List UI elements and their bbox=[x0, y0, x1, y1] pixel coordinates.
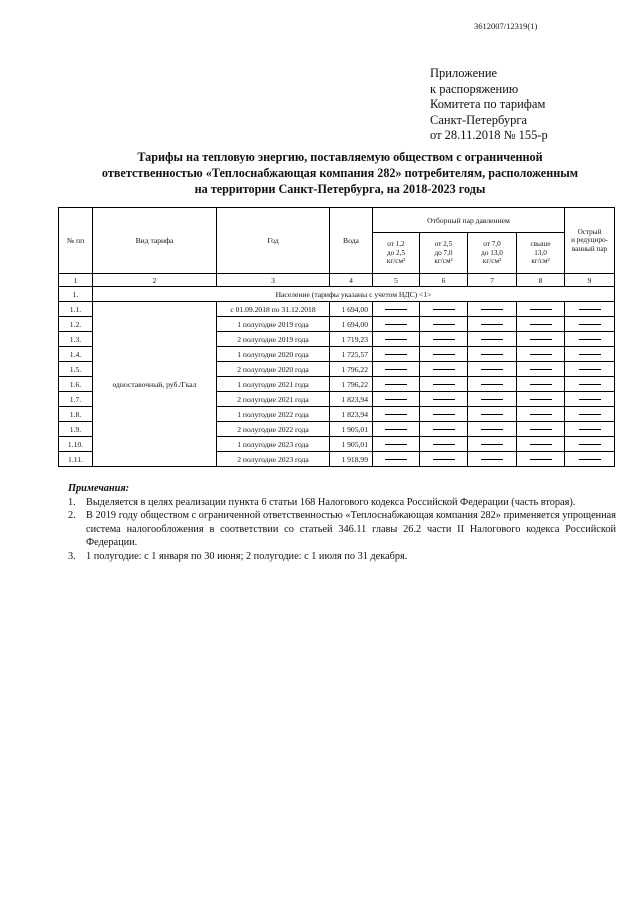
note-text: В 2019 году обществом с ограниченной ответственностью «Теплоснабжающая компания 282» применяется упрощенная система налогообложения в соответствии со статьей 346.11 главы 26.2 части II Налогового кодекса Российской Федерации. bbox=[86, 510, 616, 549]
dash-mark bbox=[385, 369, 407, 370]
dash-mark bbox=[385, 324, 407, 325]
empty-value-cell bbox=[468, 437, 517, 452]
empty-value-cell bbox=[517, 392, 565, 407]
dash-mark bbox=[530, 369, 552, 370]
row-num: 1.5. bbox=[59, 362, 93, 377]
header-water: Вода bbox=[330, 208, 373, 274]
empty-value-cell bbox=[468, 377, 517, 392]
dash-mark bbox=[481, 444, 503, 445]
empty-value-cell bbox=[420, 422, 468, 437]
appendix-line: Комитета по тарифам bbox=[430, 97, 546, 112]
dash-mark bbox=[579, 444, 601, 445]
empty-value-cell bbox=[420, 392, 468, 407]
empty-value-cell bbox=[420, 437, 468, 452]
empty-value-cell bbox=[373, 392, 420, 407]
empty-value-cell bbox=[468, 302, 517, 317]
row-num: 1.10. bbox=[59, 437, 93, 452]
dash-mark bbox=[530, 444, 552, 445]
note-number: 1. bbox=[68, 496, 76, 508]
empty-value-cell bbox=[420, 332, 468, 347]
appendix-line: Приложение bbox=[430, 66, 498, 80]
empty-value-cell bbox=[517, 317, 565, 332]
empty-value-cell bbox=[373, 347, 420, 362]
dash-mark bbox=[579, 429, 601, 430]
row-water-tariff: 1 796,22 bbox=[330, 377, 373, 392]
empty-value-cell bbox=[517, 302, 565, 317]
dash-mark bbox=[481, 339, 503, 340]
document-number: 3612007/12319(1) bbox=[474, 21, 538, 31]
table-body bbox=[59, 302, 615, 467]
empty-value-cell bbox=[517, 332, 565, 347]
dash-mark bbox=[433, 444, 455, 445]
row-num: 1.1. bbox=[59, 302, 93, 317]
dash-mark bbox=[481, 324, 503, 325]
empty-value-cell bbox=[373, 452, 420, 467]
note-item bbox=[68, 509, 616, 550]
header-pressure-3: от 7,0 до 13,0 кг/см² bbox=[468, 233, 517, 274]
header-sharp-steam: Острый и редуциро- ванный пар bbox=[565, 208, 615, 274]
note-number: 2. bbox=[68, 510, 76, 522]
row-period: 1 полугодие 2020 года bbox=[217, 347, 330, 362]
empty-value-cell bbox=[373, 407, 420, 422]
header-pressure-4: свыше 13,0 кг/см² bbox=[517, 233, 565, 274]
row-water-tariff: 1 905,01 bbox=[330, 422, 373, 437]
empty-value-cell bbox=[420, 377, 468, 392]
empty-value-cell bbox=[565, 437, 615, 452]
appendix-line: Санкт-Петербурга bbox=[430, 112, 528, 127]
dash-mark bbox=[433, 309, 455, 310]
dash-mark bbox=[530, 324, 552, 325]
empty-value-cell bbox=[468, 422, 517, 437]
table-row bbox=[59, 302, 615, 317]
dash-mark bbox=[530, 354, 552, 355]
section-label: Население (тарифы указаны с учетом НДС) <1> bbox=[93, 287, 615, 302]
empty-value-cell bbox=[373, 377, 420, 392]
dash-mark bbox=[579, 324, 601, 325]
column-number-row bbox=[59, 274, 615, 287]
title-line: на территории Санкт-Петербурга, на 2018-2023 годы bbox=[194, 181, 486, 196]
row-water-tariff: 1 823,94 bbox=[330, 392, 373, 407]
empty-value-cell bbox=[565, 407, 615, 422]
dash-mark bbox=[433, 459, 455, 460]
empty-value-cell bbox=[517, 437, 565, 452]
dash-mark bbox=[385, 399, 407, 400]
dash-mark bbox=[433, 399, 455, 400]
dash-mark bbox=[385, 384, 407, 385]
empty-value-cell bbox=[565, 332, 615, 347]
header-year: Год bbox=[217, 208, 330, 274]
table-header-row bbox=[59, 208, 615, 233]
empty-value-cell bbox=[420, 347, 468, 362]
empty-value-cell bbox=[373, 302, 420, 317]
dash-mark bbox=[481, 369, 503, 370]
column-number: 2 bbox=[93, 274, 217, 287]
header-steam-group: Отборный пар давлением bbox=[373, 208, 565, 233]
header-pressure-1: от 1,2 до 2,5 кг/см² bbox=[373, 233, 420, 274]
dash-mark bbox=[481, 309, 503, 310]
empty-value-cell bbox=[565, 317, 615, 332]
tariff-table bbox=[58, 207, 615, 467]
dash-mark bbox=[579, 384, 601, 385]
dash-mark bbox=[433, 414, 455, 415]
appendix-line: от 28.11.2018 № 155-р bbox=[430, 128, 548, 143]
dash-mark bbox=[579, 354, 601, 355]
empty-value-cell bbox=[468, 407, 517, 422]
empty-value-cell bbox=[565, 302, 615, 317]
dash-mark bbox=[433, 354, 455, 355]
header-pressure-2: от 2,5 до 7,0 кг/см² bbox=[420, 233, 468, 274]
dash-mark bbox=[530, 429, 552, 430]
empty-value-cell bbox=[373, 317, 420, 332]
title-line: ответственностью «Теплоснабжающая компания 282» потребителям, расположенным bbox=[101, 165, 579, 180]
header-num: № пп bbox=[59, 208, 93, 274]
empty-value-cell bbox=[517, 377, 565, 392]
row-water-tariff: 1 694,00 bbox=[330, 317, 373, 332]
note-text: Выделяется в целях реализации пункта 6 статьи 168 Налогового кодекса Российской Федерации (часть вторая). bbox=[86, 496, 576, 508]
dash-mark bbox=[385, 444, 407, 445]
column-number: 1 bbox=[59, 274, 93, 287]
empty-value-cell bbox=[468, 452, 517, 467]
dash-mark bbox=[385, 309, 407, 310]
dash-mark bbox=[481, 429, 503, 430]
note-item bbox=[68, 550, 616, 564]
empty-value-cell bbox=[468, 347, 517, 362]
empty-value-cell bbox=[517, 347, 565, 362]
row-period: 2 полугодие 2021 года bbox=[217, 392, 330, 407]
empty-value-cell bbox=[565, 347, 615, 362]
empty-value-cell bbox=[517, 362, 565, 377]
row-period: 2 полугодие 2023 года bbox=[217, 452, 330, 467]
empty-value-cell bbox=[565, 362, 615, 377]
dash-mark bbox=[481, 354, 503, 355]
empty-value-cell bbox=[517, 407, 565, 422]
dash-mark bbox=[579, 399, 601, 400]
row-water-tariff: 1 694,00 bbox=[330, 302, 373, 317]
dash-mark bbox=[481, 414, 503, 415]
empty-value-cell bbox=[517, 452, 565, 467]
row-period: 1 полугодие 2023 года bbox=[217, 437, 330, 452]
note-item bbox=[68, 496, 616, 510]
column-number: 3 bbox=[217, 274, 330, 287]
dash-mark bbox=[385, 354, 407, 355]
dash-mark bbox=[433, 369, 455, 370]
empty-value-cell bbox=[565, 392, 615, 407]
appendix-block bbox=[430, 66, 548, 144]
empty-value-cell bbox=[420, 362, 468, 377]
column-number: 6 bbox=[420, 274, 468, 287]
section-num: 1. bbox=[59, 287, 93, 302]
dash-mark bbox=[579, 309, 601, 310]
dash-mark bbox=[433, 384, 455, 385]
column-number: 5 bbox=[373, 274, 420, 287]
row-period: 1 полугодие 2021 года bbox=[217, 377, 330, 392]
empty-value-cell bbox=[420, 407, 468, 422]
tariff-type-cell: одноставочный, руб./Гкал bbox=[93, 302, 217, 467]
row-period: 1 полугодие 2019 года bbox=[217, 317, 330, 332]
dash-mark bbox=[481, 384, 503, 385]
empty-value-cell bbox=[565, 422, 615, 437]
row-water-tariff: 1 725,57 bbox=[330, 347, 373, 362]
note-number: 3. bbox=[68, 550, 76, 562]
empty-value-cell bbox=[468, 332, 517, 347]
row-period: 2 полугодие 2022 года bbox=[217, 422, 330, 437]
note-text: 1 полугодие: с 1 января по 30 июня; 2 полугодие: с 1 июля по 31 декабря. bbox=[86, 550, 408, 562]
row-num: 1.7. bbox=[59, 392, 93, 407]
empty-value-cell bbox=[468, 317, 517, 332]
empty-value-cell bbox=[565, 452, 615, 467]
row-period: 1 полугодие 2022 года bbox=[217, 407, 330, 422]
row-water-tariff: 1 823,94 bbox=[330, 407, 373, 422]
dash-mark bbox=[579, 339, 601, 340]
dash-mark bbox=[385, 414, 407, 415]
empty-value-cell bbox=[373, 437, 420, 452]
title-line: Тарифы на тепловую энергию, поставляемую обществом с ограниченной bbox=[137, 150, 543, 164]
dash-mark bbox=[530, 399, 552, 400]
dash-mark bbox=[481, 399, 503, 400]
row-num: 1.11. bbox=[59, 452, 93, 467]
section-row bbox=[59, 287, 615, 302]
dash-mark bbox=[433, 324, 455, 325]
row-num: 1.2. bbox=[59, 317, 93, 332]
document-title bbox=[40, 150, 640, 197]
notes-block bbox=[68, 482, 616, 564]
row-period: 2 полугодие 2019 года bbox=[217, 332, 330, 347]
empty-value-cell bbox=[373, 332, 420, 347]
dash-mark bbox=[385, 429, 407, 430]
empty-value-cell bbox=[468, 362, 517, 377]
row-water-tariff: 1 719,23 bbox=[330, 332, 373, 347]
row-num: 1.4. bbox=[59, 347, 93, 362]
dash-mark bbox=[530, 414, 552, 415]
dash-mark bbox=[579, 369, 601, 370]
column-number: 8 bbox=[517, 274, 565, 287]
notes-title: Примечания: bbox=[68, 483, 130, 494]
empty-value-cell bbox=[517, 422, 565, 437]
empty-value-cell bbox=[373, 362, 420, 377]
dash-mark bbox=[433, 429, 455, 430]
row-period: 2 полугодие 2020 года bbox=[217, 362, 330, 377]
header-tariff-type: Вид тарифа bbox=[93, 208, 217, 274]
column-number: 9 bbox=[565, 274, 615, 287]
appendix-line: к распоряжению bbox=[430, 81, 519, 96]
dash-mark bbox=[530, 309, 552, 310]
column-number: 7 bbox=[468, 274, 517, 287]
dash-mark bbox=[579, 459, 601, 460]
dash-mark bbox=[481, 459, 503, 460]
row-num: 1.6. bbox=[59, 377, 93, 392]
dash-mark bbox=[530, 339, 552, 340]
dash-mark bbox=[385, 459, 407, 460]
row-num: 1.9. bbox=[59, 422, 93, 437]
dash-mark bbox=[579, 414, 601, 415]
empty-value-cell bbox=[420, 452, 468, 467]
empty-value-cell bbox=[420, 317, 468, 332]
empty-value-cell bbox=[468, 392, 517, 407]
row-num: 1.3. bbox=[59, 332, 93, 347]
row-water-tariff: 1 918,99 bbox=[330, 452, 373, 467]
row-num: 1.8. bbox=[59, 407, 93, 422]
row-water-tariff: 1 796,22 bbox=[330, 362, 373, 377]
row-period: с 01.09.2018 по 31.12.2018 bbox=[217, 302, 330, 317]
dash-mark bbox=[433, 339, 455, 340]
dash-mark bbox=[385, 339, 407, 340]
dash-mark bbox=[530, 384, 552, 385]
empty-value-cell bbox=[373, 422, 420, 437]
empty-value-cell bbox=[565, 377, 615, 392]
dash-mark bbox=[530, 459, 552, 460]
column-number: 4 bbox=[330, 274, 373, 287]
empty-value-cell bbox=[420, 302, 468, 317]
row-water-tariff: 1 905,01 bbox=[330, 437, 373, 452]
